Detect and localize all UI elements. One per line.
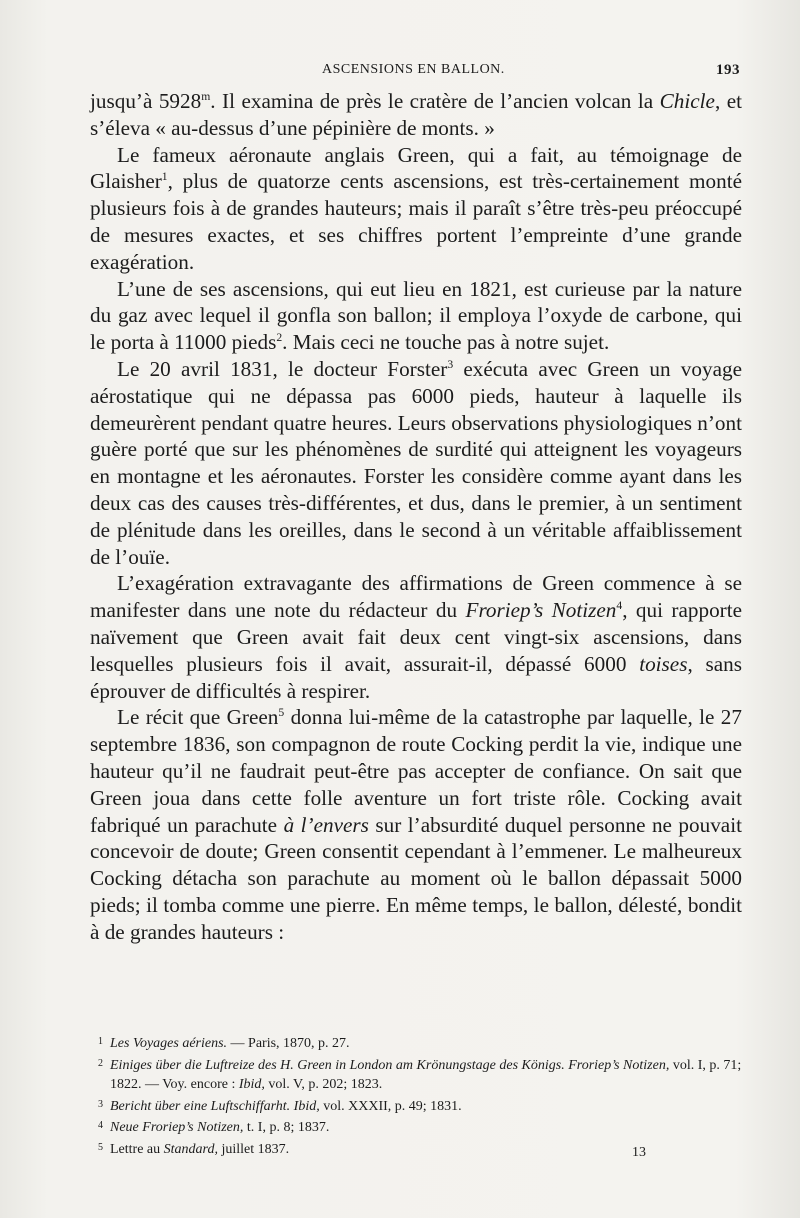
signature-mark: 13 bbox=[632, 1145, 646, 1160]
italic-text: Chicle bbox=[659, 89, 715, 113]
footnote: 3 Bericht über eine Luftschiffarht. Ibid, vol. XXXII, p. 49; 1831. bbox=[98, 1098, 462, 1114]
running-head: ASCENSIONS EN BALLON. bbox=[322, 62, 505, 77]
superscript: m bbox=[201, 89, 211, 103]
footnote: 2 Einiges über die Luftreize des H. Green in London am Krönungstage des Königs. Froriep’s Notizen, vol. I, p. 71; 1822. — Voy. encore : Ibid, vol. V, p. 202; 1823. bbox=[98, 1057, 742, 1092]
paragraph: L’une de ses ascensions, qui eut lieu en 1821, est curieuse par la nature du gaz avec lequel il gonfla son ballon; il employa l’oxyde de carbone, qui le porta à 11000 pieds$^2$. Mais ceci ne touche pas à notre sujet. bbox=[90, 276, 742, 355]
italic-text: à l’envers bbox=[283, 812, 369, 837]
footnote-ref: 5 bbox=[278, 706, 285, 720]
paragraph: jusqu’à 5928$^m$. Il examina de près le cratère de l’ancien volcan la Chicle, et s’éleva « au-dessus d’une pépinière de monts. » bbox=[90, 89, 743, 140]
italic-text: Froriep’s Notizen bbox=[465, 598, 617, 623]
paragraph: Le récit que Green$^5$ donna lui-même de la catastrophe par laquelle, le 27 septembre 1836, son compagnon de route Cocking perdit la vie, indique une hauteur qu’il ne faudrait peut-être pas accepter de confiance. On sait que Green joua dans cette folle aventure un fort triste rôle. Cocking avait fabriqué un parachute à l’envers sur l’absurdité duquel personne ne pouvait concevoir de doute; Green consentit cependant à l’emmener. Le malheureux Cocking détacha son parachute au moment où le ballon dépassait 5000 pieds; il tomba comme une pierre. En même temps, le ballon, délesté, bondit à de grandes hauteurs : bbox=[90, 705, 742, 944]
paragraph: Le fameux aéronaute anglais Green, qui a fait, au témoignage de Glaisher$^1$, plus de quatorze cents ascensions, est très-certainement monté plusieurs fois à de grandes hauteurs; mais il paraît s’être très-peu préoccupé de mesures exactes, et ses chiffres portent l’empreinte d’une grande exagération. bbox=[90, 142, 742, 274]
footnote: 1 Les Voyages aériens. — Paris, 1870, p. 27. bbox=[98, 1036, 350, 1051]
footnote-ref: 3 bbox=[447, 357, 454, 371]
page-header bbox=[90, 62, 740, 84]
footnote: 4 Neue Froriep’s Notizen, t. I, p. 8; 1837. bbox=[98, 1120, 330, 1135]
italic-text: toises bbox=[639, 651, 688, 676]
paragraph: L’exagération extravagante des affirmations de Green commence à se manifester dans une note du rédacteur du Froriep’s Notizen$^4$, qui rapporte naïvement que Green avait fait deux cent vingt-six ascensions, dans lesquelles plusieurs fois il avait, assurait-il, dépassé 6000 toises, sans éprouver de difficultés à respirer. bbox=[90, 571, 743, 703]
footnote-ref: 4 bbox=[616, 598, 623, 612]
body-text bbox=[90, 88, 742, 946]
footnote: 5 Lettre au Standard, juillet 1837. bbox=[98, 1141, 290, 1157]
page-number: 193 bbox=[716, 62, 740, 78]
paragraph: Le 20 avril 1831, le docteur Forster$^3$ exécuta avec Green un voyage aérostatique qui ne dépassa pas 6000 pieds, hauteur à laquelle ils demeurèrent pendant quatre heures. Leurs observations physiologiques n’ont guère porté que sur les phénomènes de surdité qui atteignent les voyageurs en montagne et les aéronautes. Forster les considère comme ayant dans les deux cas des causes très-différentes, et dus, dans le premier, à un sentiment de plénitude dans les oreilles, dans le second à un véritable affaiblissement de l’ouïe. bbox=[90, 356, 742, 569]
footnote-ref: 2 bbox=[276, 331, 283, 345]
footnotes bbox=[90, 1032, 742, 1159]
footnote-ref: 1 bbox=[161, 170, 168, 184]
